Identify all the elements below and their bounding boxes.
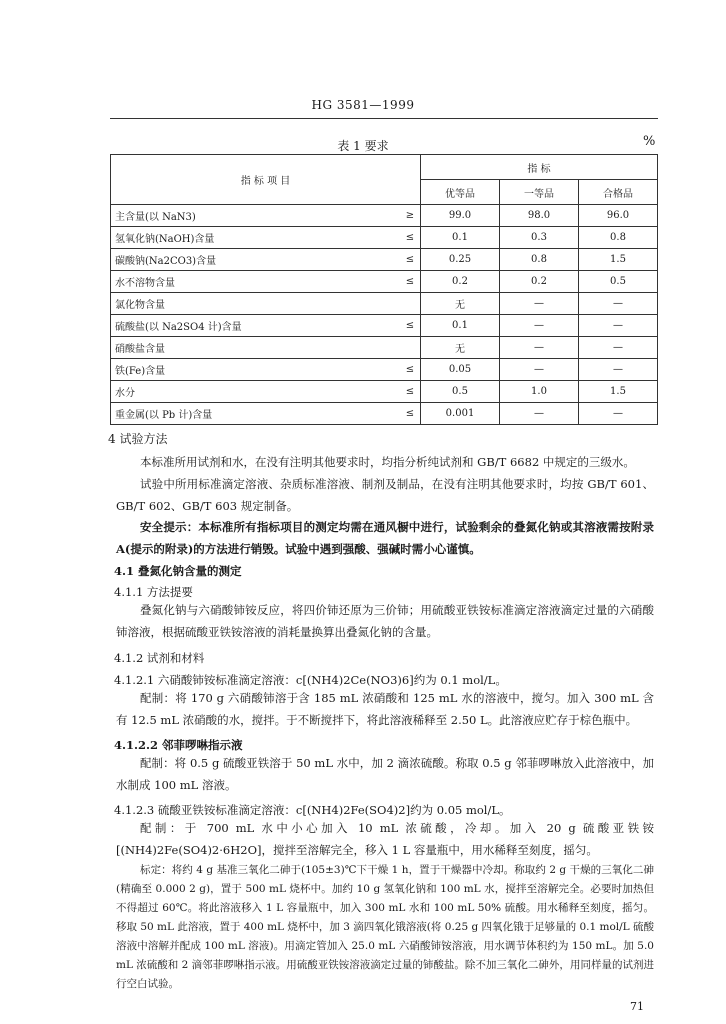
row-item-name: 碳酸钠(Na2CO3)含量: [111, 249, 401, 271]
row-item-name: 水分: [111, 381, 401, 403]
column-header-index: 指 标: [421, 155, 658, 180]
subsection-title: 4.1.2.2 邻菲啰啉指示液: [114, 738, 243, 752]
paragraph: 标定：将约 4 g 基准三氧化二砷于(105±3)℃下干燥 1 h，置于干燥器中冷却。称取约 2 g 干燥的三氧化二砷(精确至 0.000 2 g)，置于 500 mL 烧杯中。加约 10 g 氢氧化钠和 100 mL 水，搅拌至溶解完全。必要时加热但不得超过 60℃。将此溶液移入 1 L 容量瓶中，加入 300 mL 水和 100 mL 50% 硫酸。用水稀释至刻度，摇匀。移取 50 mL 此溶液，置于 400 mL 烧杯中，加 3 滴四氧化锇溶液(将 0.25 g 四氧化锇于足够量的 0.1 mol/L 硫酸溶液中溶解并配成 100 mL 溶液)。用滴定管加入 25.0 mL 六硝酸铈铵溶液，用水调节体积约为 150 mL。加 5.0 mL 浓硫酸和 2 滴邻菲啰啉指示液。用硫酸亚铁铵溶液滴定过量的铈酸盐。除不加三氧化二砷外，用同样量的试剂进行空白试验。: [116, 864, 654, 990]
paragraph: 配制：于 700 mL 水中小心加入 10 mL 浓硫酸，冷却。加入 20 g 硫酸亚铁铵[(NH4)2Fe(SO4)2·6H2O]，搅拌至溶解完全，移入 1 L 容量瓶中，用水稀释至刻度，摇匀。: [116, 821, 654, 857]
row-value: —: [500, 359, 579, 381]
row-value: 无: [421, 337, 500, 359]
table-row: [111, 249, 658, 271]
row-value: 0.5: [579, 271, 658, 293]
table-row: [111, 227, 658, 249]
row-comparator: ≤: [400, 271, 421, 293]
row-comparator: ≤: [400, 403, 421, 425]
row-item-name: 水不溶物含量: [111, 271, 401, 293]
row-item-name: 主含量(以 NaN3): [111, 205, 401, 227]
table-row: [111, 359, 658, 381]
row-item-name: 硫酸盐(以 Na2SO4 计)含量: [111, 315, 401, 337]
row-value: 99.0: [421, 205, 500, 227]
paragraph: 叠氮化钠与六硝酸铈铵反应，将四价铈还原为三价铈；用硫酸亚铁铵标准滴定溶液滴定过量的六硝酸铈溶液，根据硫酸亚铁铵溶液的消耗量换算出叠氮化钠的含量。: [116, 603, 654, 639]
column-header-grade: 一等品: [500, 180, 579, 205]
row-value: 0.001: [421, 403, 500, 425]
table-row: [111, 381, 658, 403]
header-rule: [110, 118, 658, 119]
column-header-grade: 优等品: [421, 180, 500, 205]
row-value: —: [500, 315, 579, 337]
row-value: 0.5: [421, 381, 500, 403]
row-value: 0.8: [579, 227, 658, 249]
row-value: —: [500, 293, 579, 315]
requirements-table: [110, 154, 658, 425]
table-row: [111, 205, 658, 227]
row-value: 96.0: [579, 205, 658, 227]
row-value: 0.1: [421, 315, 500, 337]
row-value: 0.25: [421, 249, 500, 271]
paragraph: 配制：将 0.5 g 硫酸亚铁溶于 50 mL 水中，加 2 滴浓硫酸。称取 0.5 g 邻菲啰啉放入此溶液中，加水制成 100 mL 溶液。: [116, 756, 654, 792]
row-comparator: ≤: [400, 227, 421, 249]
paragraph: 配制：将 170 g 六硝酸铈溶于含 185 mL 浓硝酸和 125 mL 水的溶液中，搅匀。加入 300 mL 含有 12.5 mL 浓硝酸的水，搅拌。于不断搅拌下，将此溶液稀释至 2.50 L。此溶液应贮存于棕色瓶中。: [116, 691, 654, 727]
table-row: [111, 337, 658, 359]
row-item-name: 氯化物含量: [111, 293, 401, 315]
row-value: 0.2: [500, 271, 579, 293]
row-value: —: [579, 403, 658, 425]
table-row: [111, 315, 658, 337]
row-value: 98.0: [500, 205, 579, 227]
column-header-grade: 合格品: [579, 180, 658, 205]
row-value: —: [500, 337, 579, 359]
row-comparator: [400, 293, 421, 315]
row-value: 0.05: [421, 359, 500, 381]
paragraph: 试验中所用标准滴定溶液、杂质标准溶液、制剂及制品，在没有注明其他要求时，均按 GB/T 601、GB/T 602、GB/T 603 规定制备。: [116, 477, 654, 513]
table-row: [111, 403, 658, 425]
subsection-title: 4.1.2.1 六硝酸铈铵标准滴定溶液：c[(NH4)2Ce(NO3)6]约为 0.1 mol/L。: [114, 673, 507, 687]
page-number: 71: [630, 1000, 644, 1013]
row-value: —: [579, 359, 658, 381]
section-title: 4 试验方法: [108, 432, 168, 446]
subsection-title: 4.1.2.3 硫酸亚铁铵标准滴定溶液：c[(NH4)2Fe(SO4)2]约为 0.05 mol/L。: [114, 803, 511, 817]
row-value: —: [579, 293, 658, 315]
table-body: [111, 205, 658, 425]
row-item-name: 硝酸盐含量: [111, 337, 401, 359]
row-value: 0.1: [421, 227, 500, 249]
row-value: 1.5: [579, 381, 658, 403]
standard-number-header: HG 3581—1999: [311, 98, 415, 112]
safety-note: 安全提示：本标准所有指标项目的测定均需在通风橱中进行，试验剩余的叠氮化钠或其溶液需按附录 A(提示的附录)的方法进行销毁。试验中遇到强酸、强碱时需小心谨慎。: [116, 520, 654, 556]
row-comparator: [400, 337, 421, 359]
row-value: 无: [421, 293, 500, 315]
subsection-title: 4.1.2 试剂和材料: [114, 651, 205, 665]
subsection-title: 4.1.1 方法提要: [114, 585, 193, 599]
subsection-title: 4.1 叠氮化钠含量的测定: [114, 564, 242, 578]
row-comparator: ≥: [400, 205, 421, 227]
row-comparator: ≤: [400, 359, 421, 381]
paragraph: 本标准所用试剂和水，在没有注明其他要求时，均指分析纯试剂和 GB/T 6682 中规定的三级水。: [140, 455, 635, 469]
row-value: 0.8: [500, 249, 579, 271]
row-comparator: ≤: [400, 315, 421, 337]
row-value: 1.5: [579, 249, 658, 271]
row-value: 0.3: [500, 227, 579, 249]
table-row: [111, 293, 658, 315]
table-caption: 表 1 要求: [337, 139, 389, 153]
row-item-name: 铁(Fe)含量: [111, 359, 401, 381]
row-value: —: [500, 403, 579, 425]
table-unit: %: [643, 134, 656, 149]
row-value: —: [579, 315, 658, 337]
row-value: 0.2: [421, 271, 500, 293]
row-comparator: ≤: [400, 249, 421, 271]
column-header-item: 指 标 项 目: [111, 155, 421, 205]
row-item-name: 重金属(以 Pb 计)含量: [111, 403, 401, 425]
row-value: —: [579, 337, 658, 359]
row-item-name: 氢氧化钠(NaOH)含量: [111, 227, 401, 249]
table-row: [111, 271, 658, 293]
row-comparator: ≤: [400, 381, 421, 403]
row-value: 1.0: [500, 381, 579, 403]
